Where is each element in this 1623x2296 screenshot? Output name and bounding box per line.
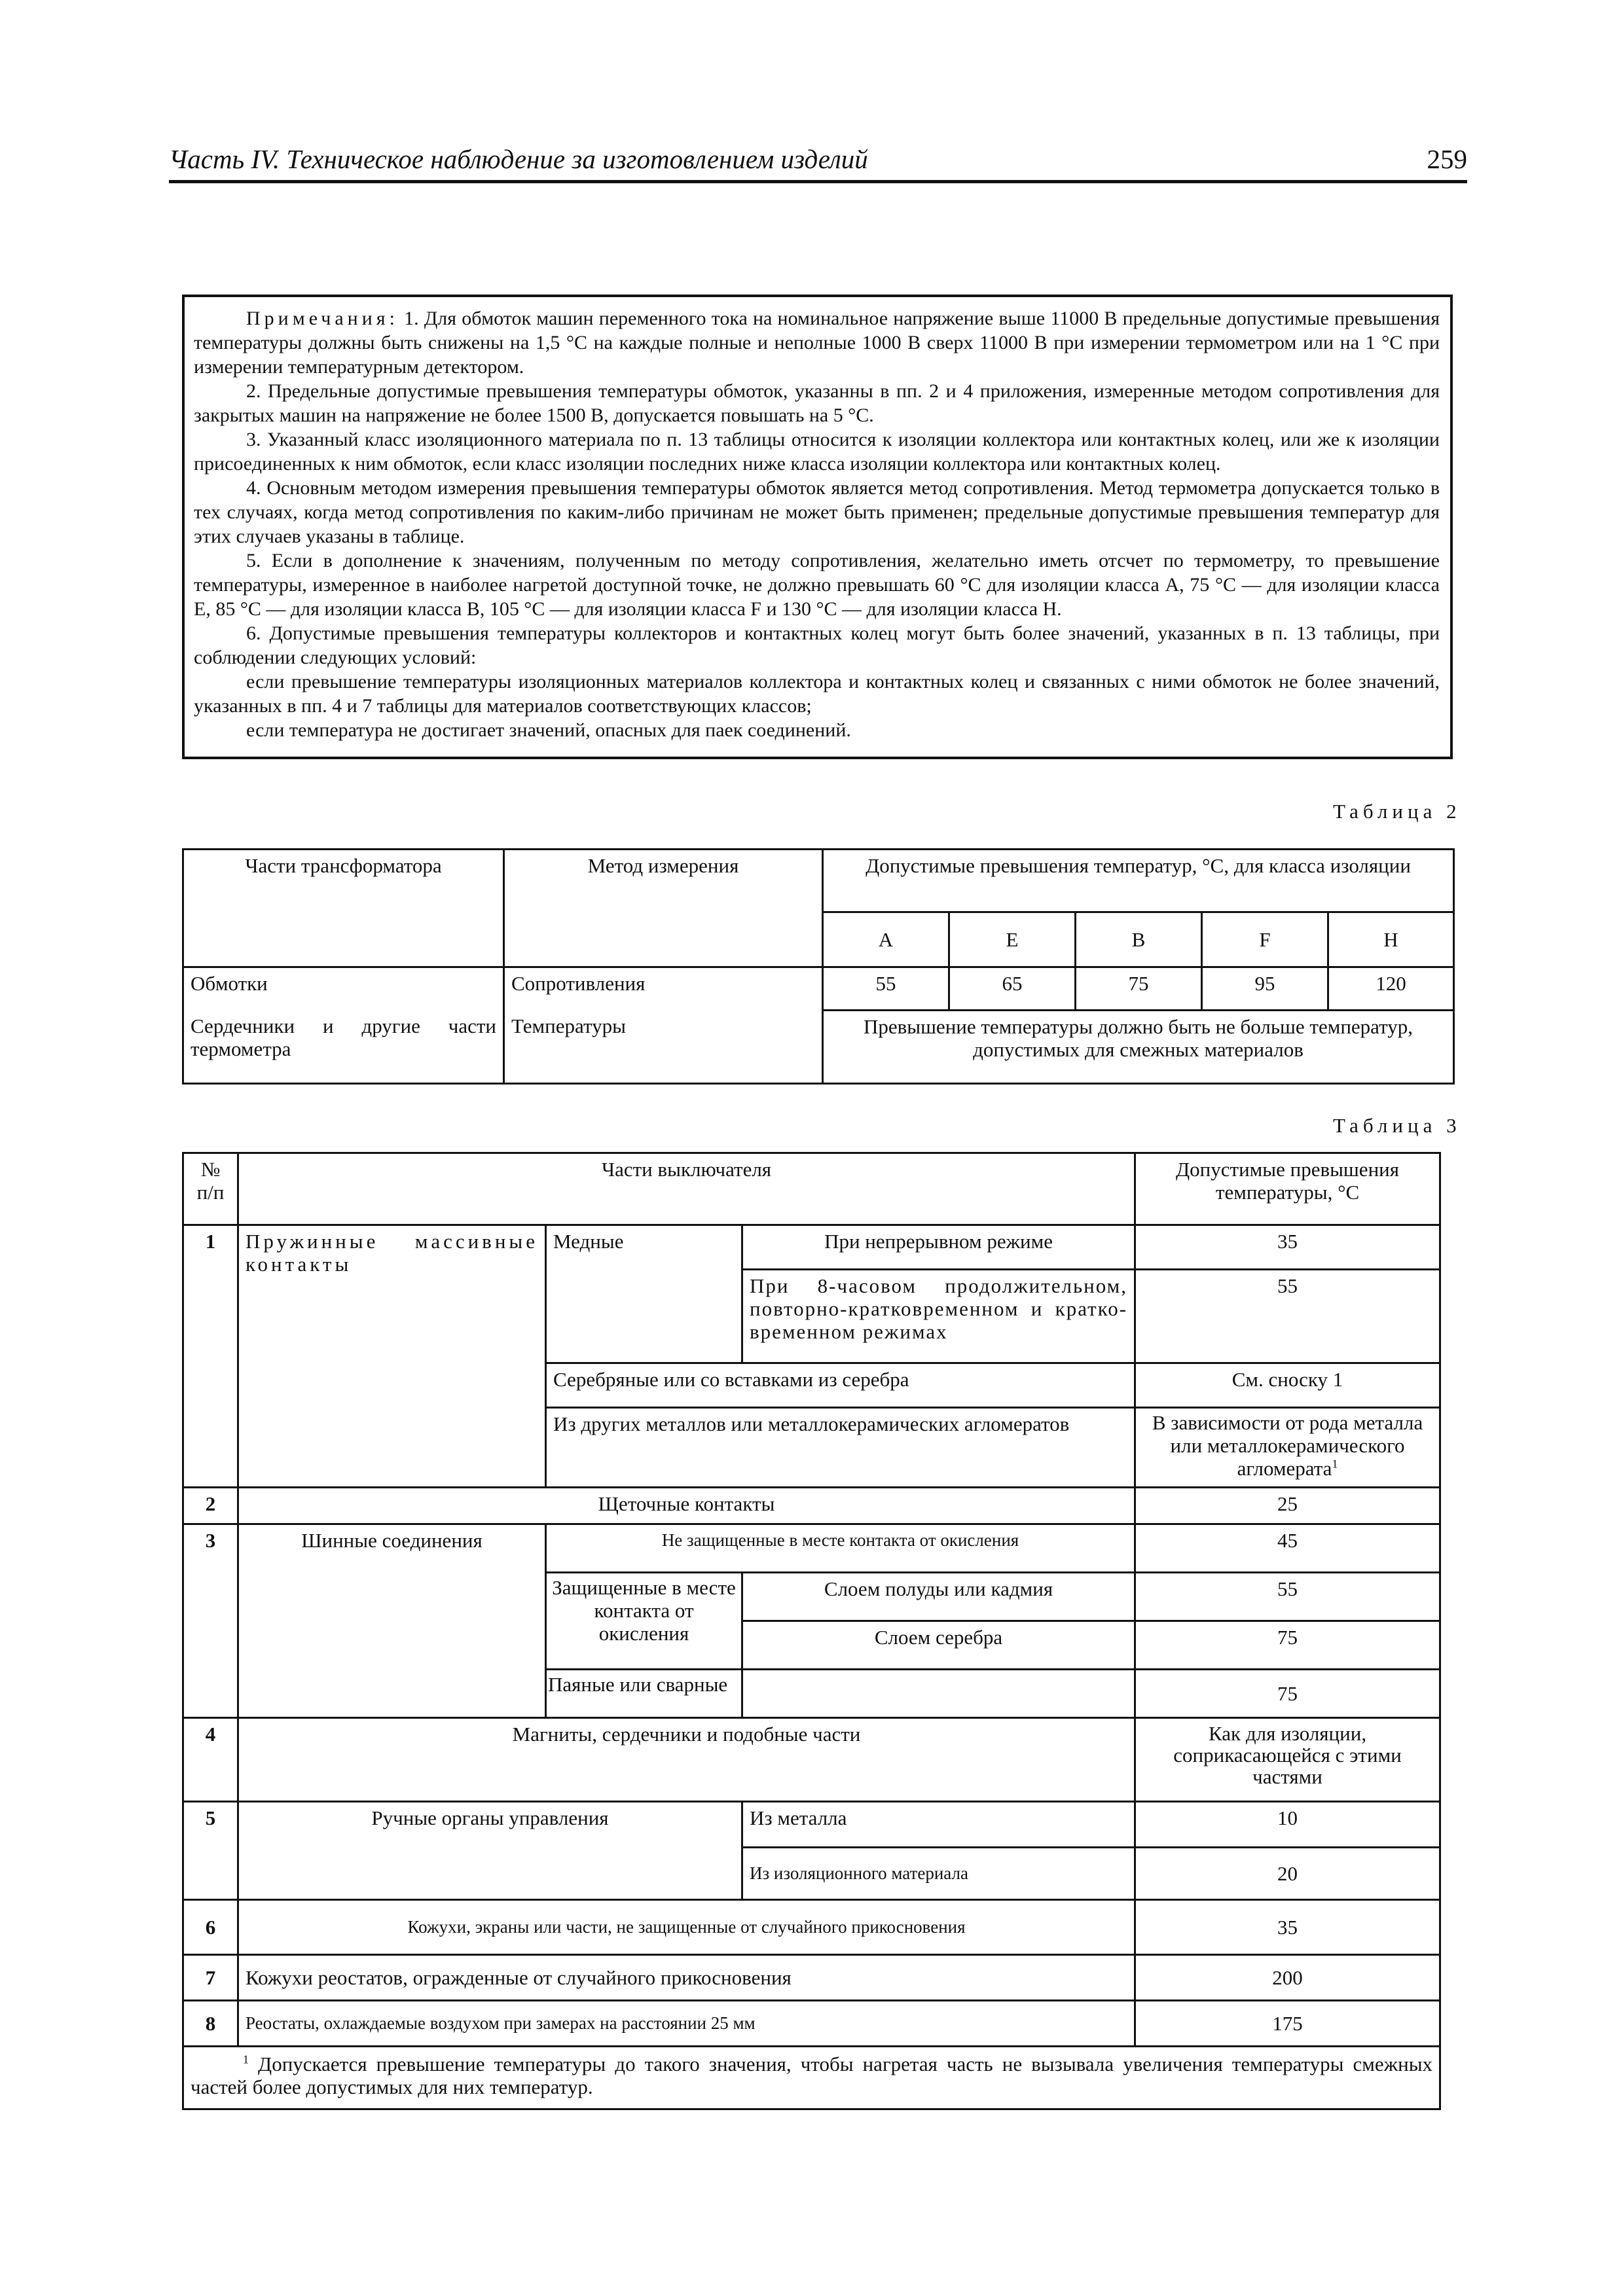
t3-r2-value: 25 bbox=[1135, 1488, 1440, 1524]
note-6: 6. Допустимые превышения температуры коллекторов и контактных колец могут быть более значений, указанных в п. 13 таблицы, при соблюдении следующих условий: bbox=[194, 622, 1440, 668]
t3-r4-num: 4 bbox=[183, 1718, 238, 1802]
t3-header-num: № п/п bbox=[183, 1153, 238, 1225]
page-number: 259 bbox=[1427, 144, 1467, 174]
t3-r3-tin: Слоем полуды или кадмия bbox=[742, 1573, 1135, 1621]
t2-r1-v-e: 65 bbox=[949, 967, 1076, 1011]
t2-r2-note: Превышение температуры должно быть не больше температур, допустимых для смежных материалов bbox=[823, 1011, 1454, 1084]
t2-class-f: F bbox=[1202, 912, 1328, 967]
t3-r5-part: Ручные органы управления bbox=[238, 1802, 742, 1900]
t3-r3-soldered-value: 75 bbox=[1135, 1670, 1440, 1718]
t3-r3-empty bbox=[742, 1670, 1135, 1718]
t3-r3-part: Шинные соединения bbox=[238, 1524, 546, 1718]
note-6b: если температура не достигает значений, опасных для паек соединений. bbox=[246, 719, 851, 741]
t3-r3-tin-value: 55 bbox=[1135, 1573, 1440, 1621]
t3-r6-num: 6 bbox=[183, 1900, 238, 1955]
t3-r1-part: Пружинные массивные контакты bbox=[238, 1225, 546, 1488]
t3-r3-num: 3 bbox=[183, 1524, 238, 1718]
t2-r1-part: Обмотки bbox=[183, 967, 504, 1011]
t3-r6-value: 35 bbox=[1135, 1900, 1440, 1955]
t3-r1-other: Из других металлов или металлокерамических агломератов bbox=[546, 1408, 1135, 1488]
t3-r5-metal-value: 10 bbox=[1135, 1802, 1440, 1848]
t2-header-limits: Допустимые превышения температур, °С, для класса изоляции bbox=[823, 850, 1454, 912]
t2-r2-part: Сердечники и другие части термометра bbox=[183, 1011, 504, 1084]
table2-caption: Таблица 2 bbox=[1333, 800, 1461, 823]
t3-r6-part: Кожухи, экраны или части, не защищенные от случайного прикосновения bbox=[238, 1900, 1135, 1955]
t2-class-b: B bbox=[1076, 912, 1202, 967]
t3-r1-copper: Медные bbox=[546, 1225, 742, 1363]
t3-r5-metal: Из металла bbox=[742, 1802, 1135, 1848]
footnote-ref: 1 bbox=[1332, 1457, 1338, 1471]
t3-r1-intermittent: При 8-часовом продолжительном, повторно-кратковременном и кратко-временном режимах bbox=[742, 1270, 1135, 1363]
table3 bbox=[182, 1152, 1441, 2110]
t3-r1-num: 1 bbox=[183, 1225, 238, 1488]
t3-r3-unprotected-value: 45 bbox=[1135, 1524, 1440, 1573]
t3-r2-part: Щеточные контакты bbox=[238, 1488, 1135, 1524]
t3-r5-insulation: Из изоляционного материала bbox=[742, 1848, 1135, 1900]
t3-r2-num: 2 bbox=[183, 1488, 238, 1524]
t3-r7-num: 7 bbox=[183, 1955, 238, 2001]
table3-caption: Таблица 3 bbox=[1333, 1114, 1461, 1137]
t3-header-parts: Части выключателя bbox=[238, 1153, 1135, 1225]
t2-r1-method: Сопротивления bbox=[504, 967, 823, 1011]
t3-r1-continuous: При непрерывном режиме bbox=[742, 1225, 1135, 1270]
t3-r1-other-value: В зависимости от рода металла или металлокерамического агломерата$^1$ bbox=[1135, 1408, 1440, 1488]
table2 bbox=[182, 848, 1455, 1085]
notes-box bbox=[182, 295, 1453, 759]
t3-r4-part: Магниты, сердечники и подобные части bbox=[238, 1718, 1135, 1802]
t3-r5-insulation-value: 20 bbox=[1135, 1848, 1440, 1900]
t3-r3-protected: Защищенные в месте контакта от окисления bbox=[546, 1573, 742, 1670]
t3-r1-continuous-value: 35 bbox=[1135, 1225, 1440, 1270]
note-6a: если превышение температуры изоляционных материалов коллектора и контактных колец и связанных с ними обмоток не более значений, указанных в пп. 4 и 7 таблицы для материалов соответствующих классов; bbox=[194, 671, 1440, 717]
t2-class-e: E bbox=[949, 912, 1076, 967]
t2-r1-v-a: 55 bbox=[823, 967, 949, 1011]
notes-label: Примечания: bbox=[246, 308, 399, 329]
t3-r3-unprotected: Не защищенные в месте контакта от окисления bbox=[546, 1524, 1135, 1573]
note-1: Примечания: 1. Для обмоток машин переменного тока на номинальное напряжение выше 11000 В предельные допустимые превышения температуры должны быть снижены на 1,5 °С на каждые полные и неполные 1000 В сверх 11000 В при измерении термометром или на 1 °С при измерении температурным детектором. bbox=[194, 308, 1440, 378]
t3-r7-value: 200 bbox=[1135, 1955, 1440, 2001]
t3-r3-silver-value: 75 bbox=[1135, 1621, 1440, 1670]
t2-header-method: Метод измерения bbox=[504, 850, 823, 967]
header-title: Часть IV. Техническое наблюдение за изготовлением изделий bbox=[169, 144, 868, 174]
note-5: 5. Если в дополнение к значениям, полученным по методу сопротивления, желательно иметь отсчет по термометру, то превышение температуры, измеренное в наиболее нагретой доступной точке, не должно превышать 60 °С для изоляции класса A, 75 °С — для изоляции класса E, 85 °С — для изоляции класса B, 105 °С — для изоляции класса F и 130 °С — для изоляции класса H. bbox=[194, 550, 1440, 620]
t2-r1-v-f: 95 bbox=[1202, 967, 1328, 1011]
t3-r5-num: 5 bbox=[183, 1802, 238, 1900]
t2-header-parts: Части трансформатора bbox=[183, 850, 504, 967]
t3-r1-silver: Серебряные или со вставками из серебра bbox=[546, 1363, 1135, 1408]
t3-r4-value: Как для изоляции, соприкасающейся с этими частями bbox=[1135, 1718, 1440, 1802]
t2-class-a: A bbox=[823, 912, 949, 967]
t2-r1-v-b: 75 bbox=[1076, 967, 1202, 1011]
t2-r1-v-h: 120 bbox=[1328, 967, 1454, 1011]
t2-class-h: H bbox=[1328, 912, 1454, 967]
note-3: 3. Указанный класс изоляционного материала по п. 13 таблицы относится к изоляции коллектора или контактных колец, или же к изоляции присоединенных к ним обмоток, если класс изоляции последних ниже класса изоляции коллектора или контактных колец. bbox=[194, 429, 1440, 475]
t3-r8-num: 8 bbox=[183, 2001, 238, 2047]
note-2: 2. Предельные допустимые превышения температуры обмоток, указанны в пп. 2 и 4 приложения, измеренные методом сопротивления для закрытых машин на напряжение не более 1500 В, допускается повышать на 5 °С. bbox=[194, 380, 1440, 426]
t3-r8-part: Реостаты, охлаждаемые воздухом при замерах на расстоянии 25 мм bbox=[238, 2001, 1135, 2047]
t2-r2-method: Температуры bbox=[504, 1011, 823, 1084]
page-header bbox=[169, 141, 1467, 183]
t3-r3-silver: Слоем серебра bbox=[742, 1621, 1135, 1670]
t3-r1-silver-value: См. сноску 1 bbox=[1135, 1363, 1440, 1408]
t3-header-limit: Допустимые превышения температуры, °С bbox=[1135, 1153, 1440, 1225]
t3-r3-soldered: Паяные или сварные bbox=[546, 1670, 742, 1718]
t3-r7-part: Кожухи реостатов, огражденные от случайного прикосновения bbox=[238, 1955, 1135, 2001]
t3-r1-intermittent-value: 55 bbox=[1135, 1270, 1440, 1363]
footnote-mark: 1 bbox=[243, 2053, 249, 2066]
t3-r8-value: 175 bbox=[1135, 2001, 1440, 2047]
note-4: 4. Основным методом измерения превышения температуры обмоток является метод сопротивления. Метод термометра допускается только в тех случаях, когда метод сопротивления по каким-либо причинам не может быть применен; предельные допустимые превышения температур для этих случаев указаны в таблице. bbox=[194, 477, 1440, 547]
t3-footnote: $^1$ Допускается превышение температуры до такого значения, чтобы нагретая часть не вызывала увеличения температуры смежных частей более допустимых для них температур. bbox=[183, 2047, 1440, 2109]
